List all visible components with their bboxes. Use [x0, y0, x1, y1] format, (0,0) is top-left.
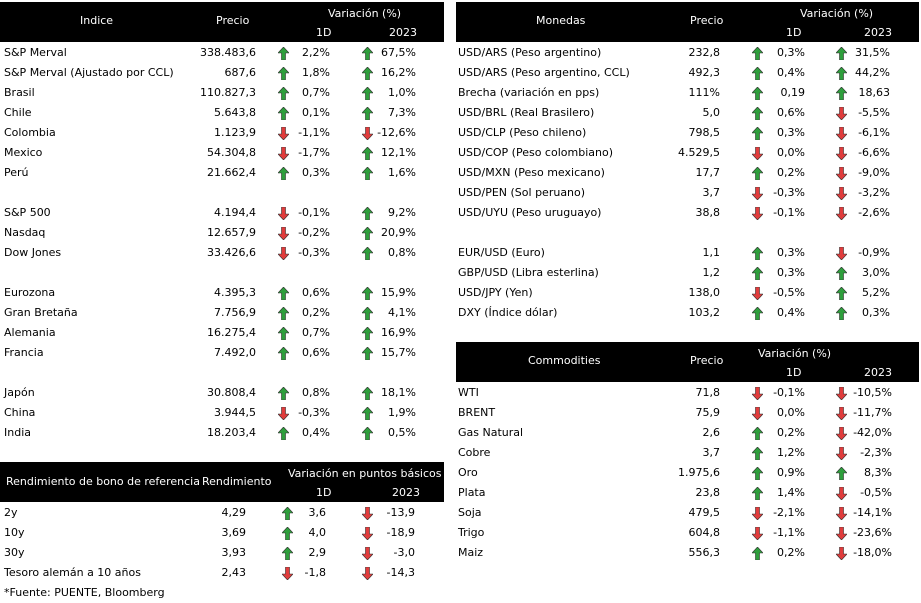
currencies-header-price: Precio: [690, 14, 724, 27]
row-price: 556,3: [688, 546, 720, 559]
row-price: 3,69: [221, 526, 246, 539]
row-name: Gran Bretaña: [4, 306, 78, 319]
row-price: 2,6: [702, 426, 720, 439]
currencies-header-variation: Variación (%): [800, 7, 874, 20]
row-change-1d: -0,3%: [298, 406, 330, 419]
currencies-header-1d: 1D: [786, 26, 802, 39]
row-price: 5.643,8: [214, 106, 256, 119]
indices-header-1d: 1D: [316, 26, 332, 39]
row-change-2023: 9,2%: [388, 206, 416, 219]
row-change-1d: -1,7%: [298, 146, 330, 159]
table-row: [0, 143, 444, 163]
row-name: India: [4, 426, 31, 439]
row-price: 75,9: [695, 406, 720, 419]
table-row: [0, 83, 444, 103]
table-row: [456, 143, 919, 163]
row-price: 5,0: [702, 106, 720, 119]
row-price: 33.426,6: [207, 246, 256, 259]
row-name: Tesoro alemán a 10 años: [4, 566, 141, 579]
row-change-1d: 0,3%: [777, 246, 805, 259]
row-change-2023: 5,2%: [862, 286, 890, 299]
indices-header-name: Indice: [80, 14, 114, 27]
row-change-2023: -23,6%: [853, 526, 892, 539]
table-row: [0, 223, 444, 243]
row-name: USD/PEN (Sol peruano): [458, 186, 586, 199]
row-change-1d: 0,19: [780, 86, 805, 99]
row-change-1d: -1,1%: [773, 526, 805, 539]
row-change-2023: -6,6%: [858, 146, 890, 159]
row-name: USD/JPY (Yen): [458, 286, 533, 299]
row-change-2023: -14,1%: [853, 506, 892, 519]
row-change-2023: -2,3%: [860, 446, 892, 459]
row-change-1d: 0,2%: [777, 166, 805, 179]
row-change-2023: 4,1%: [388, 306, 416, 319]
row-name: USD/ARS (Peso argentino): [458, 46, 602, 59]
row-change-1d: -0,3%: [298, 246, 330, 259]
row-price: 687,6: [224, 66, 256, 79]
row-change-2023: -11,7%: [853, 406, 892, 419]
row-change-2023: 12,1%: [381, 146, 416, 159]
row-change-1d: 0,2%: [302, 306, 330, 319]
row-name: 2y: [4, 506, 18, 519]
row-change-1d: 1,2%: [777, 446, 805, 459]
table-row: [456, 103, 919, 123]
table-row: [456, 403, 919, 423]
row-price: 3,7: [702, 446, 720, 459]
row-price: 38,8: [695, 206, 720, 219]
row-change-1d: 0,6%: [302, 346, 330, 359]
row-change-2023: -5,5%: [858, 106, 890, 119]
bonds-header-price: Rendimiento: [202, 475, 272, 488]
table-row: [456, 483, 919, 503]
row-change-1d: 0,7%: [302, 326, 330, 339]
source-footnote: *Fuente: PUENTE, Bloomberg: [4, 586, 165, 599]
row-change-2023: 44,2%: [855, 66, 890, 79]
row-change-1d: 3,6: [308, 506, 326, 519]
row-change-1d: 2,2%: [302, 46, 330, 59]
table-row: [0, 243, 444, 263]
row-price: 232,8: [688, 46, 720, 59]
row-price: 12.657,9: [207, 226, 256, 239]
row-price: 21.662,4: [207, 166, 256, 179]
row-change-2023: -9,0%: [858, 166, 890, 179]
currencies-header-2023: 2023: [864, 26, 892, 39]
row-change-2023: 15,9%: [381, 286, 416, 299]
table-row: [0, 123, 444, 143]
row-change-2023: -3,2%: [858, 186, 890, 199]
row-name: Oro: [458, 466, 478, 479]
row-change-2023: -6,1%: [858, 126, 890, 139]
row-price: 103,2: [688, 306, 720, 319]
row-change-2023: -0,5%: [860, 486, 892, 499]
row-change-1d: 4,0: [308, 526, 326, 539]
row-change-1d: 0,4%: [302, 426, 330, 439]
row-change-1d: -0,2%: [298, 226, 330, 239]
currencies-header: [456, 2, 919, 42]
row-change-1d: 0,4%: [777, 306, 805, 319]
row-name: China: [4, 406, 36, 419]
row-name: Francia: [4, 346, 44, 359]
row-price: 479,5: [688, 506, 720, 519]
table-row: [456, 203, 919, 223]
table-row: [0, 163, 444, 183]
commodities-header-variation: Variación (%): [758, 347, 832, 360]
row-change-2023: 67,5%: [381, 46, 416, 59]
row-change-2023: 1,6%: [388, 166, 416, 179]
row-price: 4.194,4: [214, 206, 256, 219]
row-change-1d: -1,8: [304, 566, 326, 579]
row-price: 4.529,5: [678, 146, 720, 159]
row-price: 1,2: [702, 266, 720, 279]
table-row: [456, 303, 919, 323]
row-change-2023: 31,5%: [855, 46, 890, 59]
table-row: [456, 283, 919, 303]
row-price: 4.395,3: [214, 286, 256, 299]
row-change-1d: 0,2%: [777, 426, 805, 439]
row-price: 1.975,6: [678, 466, 720, 479]
row-change-2023: 16,2%: [381, 66, 416, 79]
table-row: [456, 43, 919, 63]
row-price: 18.203,4: [207, 426, 256, 439]
row-change-1d: 0,9%: [777, 466, 805, 479]
row-change-1d: 0,0%: [777, 406, 805, 419]
row-name: Nasdaq: [4, 226, 46, 239]
row-name: USD/UYU (Peso uruguayo): [458, 206, 602, 219]
row-change-1d: 0,6%: [302, 286, 330, 299]
row-change-2023: -10,5%: [853, 386, 892, 399]
row-change-1d: 0,3%: [302, 166, 330, 179]
row-name: Alemania: [4, 326, 56, 339]
row-change-1d: 0,4%: [777, 66, 805, 79]
commodities-header: [456, 342, 919, 382]
row-change-1d: 0,0%: [777, 146, 805, 159]
row-change-2023: -14,3: [386, 566, 415, 579]
row-price: 111%: [688, 86, 720, 99]
row-change-2023: -13,9: [386, 506, 415, 519]
table-row: [0, 323, 444, 343]
row-name: Mexico: [4, 146, 43, 159]
table-row: [456, 243, 919, 263]
row-price: 7.492,0: [214, 346, 256, 359]
row-change-2023: 20,9%: [381, 226, 416, 239]
row-name: USD/MXN (Peso mexicano): [458, 166, 605, 179]
indices-header: [0, 2, 444, 42]
row-name: Brasil: [4, 86, 35, 99]
row-change-1d: -0,3%: [773, 186, 805, 199]
row-name: Eurozona: [4, 286, 56, 299]
row-price: 71,8: [695, 386, 720, 399]
row-change-1d: -0,1%: [773, 386, 805, 399]
table-row: [0, 423, 444, 443]
table-row: [0, 203, 444, 223]
table-row: [0, 403, 444, 423]
row-change-1d: 0,3%: [777, 46, 805, 59]
row-price: 30.808,4: [207, 386, 256, 399]
table-row: [456, 183, 919, 203]
row-price: 3,93: [221, 546, 246, 559]
table-row: [456, 383, 919, 403]
table-row: [0, 63, 444, 83]
row-name: USD/COP (Peso colombiano): [458, 146, 613, 159]
table-row: [0, 343, 444, 363]
indices-header-price: Precio: [216, 14, 250, 27]
row-change-1d: 0,3%: [777, 266, 805, 279]
row-change-2023: -18,9: [386, 526, 415, 539]
row-name: USD/CLP (Peso chileno): [458, 126, 587, 139]
row-name: DXY (Índice dólar): [458, 306, 558, 319]
row-change-2023: 0,3%: [862, 306, 890, 319]
row-name: 30y: [4, 546, 25, 559]
row-price: 110.827,3: [200, 86, 256, 99]
row-price: 604,8: [688, 526, 720, 539]
row-name: Brecha (variación en pps): [458, 86, 600, 99]
table-row: [456, 463, 919, 483]
row-name: Gas Natural: [458, 426, 524, 439]
row-name: S&P Merval (Ajustado por CCL): [4, 66, 174, 79]
row-change-2023: 1,9%: [388, 406, 416, 419]
bonds-header: [0, 462, 444, 502]
row-name: Dow Jones: [4, 246, 62, 259]
indices-header-variation: Variación (%): [328, 7, 402, 20]
row-change-1d: -1,1%: [298, 126, 330, 139]
table-row: [0, 543, 444, 563]
table-row: [456, 63, 919, 83]
table-row: [456, 543, 919, 563]
row-change-2023: 1,0%: [388, 86, 416, 99]
row-price: 16.275,4: [207, 326, 256, 339]
row-change-1d: -0,1%: [298, 206, 330, 219]
table-row: [0, 43, 444, 63]
row-name: USD/ARS (Peso argentino, CCL): [458, 66, 630, 79]
row-name: S&P 500: [4, 206, 51, 219]
row-price: 138,0: [688, 286, 720, 299]
table-row: [0, 503, 444, 523]
row-change-2023: -12,6%: [377, 126, 416, 139]
row-change-1d: 1,4%: [777, 486, 805, 499]
row-name: S&P Merval: [4, 46, 67, 59]
row-price: 54.304,8: [207, 146, 256, 159]
row-change-2023: -3,0: [393, 546, 415, 559]
row-price: 338.483,6: [200, 46, 256, 59]
row-name: Plata: [458, 486, 486, 499]
bonds-header-2023: 2023: [392, 486, 420, 499]
row-change-1d: 0,7%: [302, 86, 330, 99]
table-row: [456, 523, 919, 543]
row-price: 492,3: [688, 66, 720, 79]
row-change-1d: -0,1%: [773, 206, 805, 219]
row-change-2023: -42,0%: [853, 426, 892, 439]
row-change-1d: 0,1%: [302, 106, 330, 119]
row-price: 7.756,9: [214, 306, 256, 319]
row-change-2023: -2,6%: [858, 206, 890, 219]
row-price: 3.944,5: [214, 406, 256, 419]
commodities-header-2023: 2023: [864, 366, 892, 379]
row-price: 23,8: [695, 486, 720, 499]
row-change-2023: 16,9%: [381, 326, 416, 339]
row-name: Trigo: [458, 526, 485, 539]
row-change-1d: 1,8%: [302, 66, 330, 79]
table-row: [0, 563, 444, 583]
row-change-1d: 0,8%: [302, 386, 330, 399]
row-change-2023: 18,63: [858, 86, 890, 99]
currencies-header-name: Monedas: [536, 14, 586, 27]
table-row: [456, 83, 919, 103]
row-change-2023: -18,0%: [853, 546, 892, 559]
row-change-2023: 0,8%: [388, 246, 416, 259]
bonds-header-1d: 1D: [316, 486, 332, 499]
indices-header-2023: 2023: [389, 26, 417, 39]
row-name: Japón: [4, 386, 35, 399]
row-name: Cobre: [458, 446, 491, 459]
table-row: [456, 123, 919, 143]
row-change-2023: 8,3%: [864, 466, 892, 479]
commodities-header-name: Commodities: [528, 354, 601, 367]
row-change-1d: 0,6%: [777, 106, 805, 119]
row-change-1d: -0,5%: [773, 286, 805, 299]
row-name: WTI: [458, 386, 479, 399]
table-row: [456, 503, 919, 523]
row-change-1d: -2,1%: [773, 506, 805, 519]
row-price: 798,5: [688, 126, 720, 139]
row-name: Maiz: [458, 546, 484, 559]
table-row: [456, 263, 919, 283]
row-price: 4,29: [221, 506, 246, 519]
table-row: [0, 383, 444, 403]
row-change-1d: 0,3%: [777, 126, 805, 139]
row-price: 3,7: [702, 186, 720, 199]
table-row: [456, 163, 919, 183]
row-name: GBP/USD (Libra esterlina): [458, 266, 599, 279]
row-change-1d: 0,2%: [777, 546, 805, 559]
row-price: 1,1: [702, 246, 720, 259]
table-row: [0, 303, 444, 323]
row-price: 17,7: [695, 166, 720, 179]
bonds-header-name: Rendimiento de bono de referencia: [6, 475, 200, 488]
row-name: 10y: [4, 526, 25, 539]
row-change-1d: 2,9: [308, 546, 326, 559]
commodities-header-price: Precio: [690, 354, 724, 367]
table-row: [456, 443, 919, 463]
row-change-2023: -0,9%: [858, 246, 890, 259]
row-name: EUR/USD (Euro): [458, 246, 545, 259]
table-row: [0, 523, 444, 543]
row-change-2023: 7,3%: [388, 106, 416, 119]
row-change-2023: 15,7%: [381, 346, 416, 359]
table-row: [0, 283, 444, 303]
row-change-2023: 0,5%: [388, 426, 416, 439]
table-row: [0, 103, 444, 123]
row-name: Colombia: [4, 126, 56, 139]
row-name: Chile: [4, 106, 32, 119]
row-change-2023: 18,1%: [381, 386, 416, 399]
row-name: Soja: [458, 506, 482, 519]
table-row: [456, 423, 919, 443]
row-price: 2,43: [221, 566, 246, 579]
commodities-header-1d: 1D: [786, 366, 802, 379]
row-change-2023: 3,0%: [862, 266, 890, 279]
bonds-header-variation: Variación en puntos básicos: [288, 467, 442, 480]
row-price: 1.123,9: [214, 126, 256, 139]
row-name: BRENT: [458, 406, 496, 419]
row-name: Perú: [4, 166, 29, 179]
row-name: USD/BRL (Real Brasilero): [458, 106, 595, 119]
